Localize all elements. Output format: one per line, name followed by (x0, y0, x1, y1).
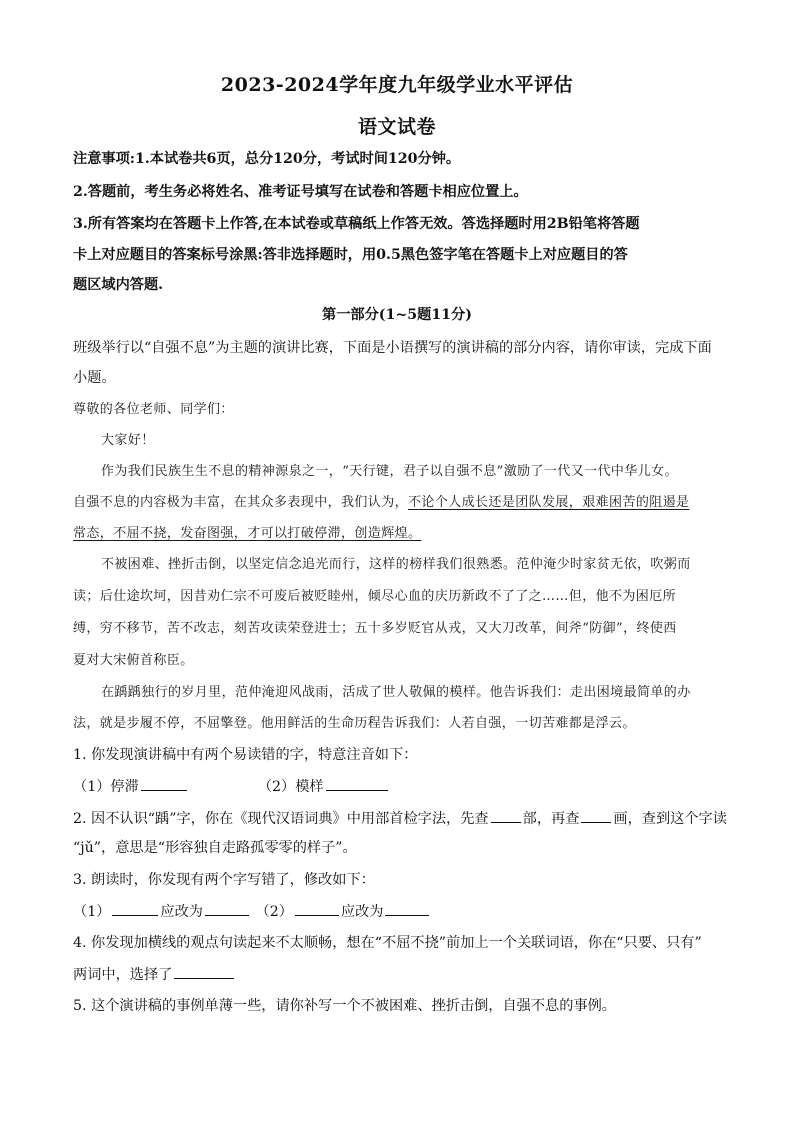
speech-p3-line-1: 在踽踽独行的岁月里，范仲淹迎风战雨，活成了世人敬佩的模样。他告诉我们：走出困境最简单的办 (101, 685, 691, 700)
section-intro-1: 班级举行以“自强不息”为主题的演讲比赛，下面是小语撰写的演讲稿的部分内容，请你审读，完成下面 (73, 340, 712, 356)
exam-title: 2023-2024学年度九年级学业水平评估 (220, 74, 574, 96)
q3-item-1-correct-blank[interactable] (205, 901, 249, 916)
question-1: 1. 你发现演讲稿中有两个易读错的字，特意注音如下： (73, 747, 418, 763)
q2-radical-blank[interactable] (491, 808, 521, 823)
notes-line-2: 2.答题前，考生务必将姓名、准考证号填写在试卷和答题卡相应位置上。 (73, 184, 528, 200)
q2-text-c: 画，查到这个字读 (613, 811, 727, 827)
section-heading: 第一部分(1~5题11分) (322, 307, 472, 323)
question-4-line-1: 4. 你发现加横线的观点句读起来不太顺畅，想在“不屈不挠”前加上一个关联词语，你在“只要、只有” (73, 935, 702, 951)
speech-p1-line-1: 作为我们民族生生不息的精神源泉之一，“天行键，君子以自强不息”激励了一代又一代中华儿女。 (101, 464, 678, 479)
question-1-answers (73, 776, 723, 797)
q1-item-2-label: （2）模样 (257, 779, 324, 795)
q4-answer-blank[interactable] (174, 964, 234, 979)
q2-strokes-blank[interactable] (581, 808, 611, 823)
exam-subtitle: 语文试卷 (357, 116, 436, 138)
q3-item-2-correct-blank[interactable] (385, 901, 429, 916)
notes-line-3: 3.所有答案均在答题卡上作答,在本试卷或草稿纸上作答无效。答选择题时用2B铅笔将答题 (73, 216, 640, 232)
speech-greeting: 尊敬的各位老师、同学们： (73, 402, 234, 417)
notes-line-1: 注意事项:1.本试卷共6页，总分120分，考试时间120分钟。 (73, 151, 461, 167)
speech-p2-line-1: 不被困难、挫折击倒，以坚定信念追光而行，这样的榜样我们很熟悉。范仲淹少时家贫无依，吹粥而 (101, 557, 691, 572)
q3-item-2-change-label: 应改为 (340, 904, 384, 920)
speech-p2-line-2: 读；后仕途坎坷，因昔劝仁宗不可废后被贬睦州，倾尽心血的庆历新政不了了之……但，他不为困厄所 (73, 589, 677, 604)
q3-item-1-change-label: 应改为 (160, 904, 203, 920)
speech-p1-line-2-text: 自强不息的内容极为丰富，在其众多表现中，我们认为， (73, 495, 409, 510)
q3-item-2-label: （2） (255, 904, 293, 920)
question-3-answers (73, 901, 723, 922)
q1-item-1-blank[interactable] (141, 776, 187, 791)
question-5: 5. 这个演讲稿的事例单薄一些，请你补写一个不被困难、挫折击倒，自强不息的事例。 (73, 998, 616, 1014)
notes-line-4: 卡上对应题目的答案标号涂黑:答非选择题时，用0.5黑色签字笔在答题卡上对应题目的答 (73, 247, 628, 263)
question-3: 3. 朗读时，你发现有两个字写错了，修改如下： (73, 872, 375, 888)
speech-p1-line-2 (73, 493, 723, 513)
speech-p3-line-2: 法，就是步履不停，不屈擎登。他用鲜活的生命历程告诉我们：人若自强，一切苦难都是浮云。 (73, 716, 636, 731)
q2-text-b: 部，再查 (522, 811, 580, 827)
q3-item-2-wrong-blank[interactable] (295, 901, 339, 916)
question-2-line-1 (73, 808, 727, 829)
underlined-viewpoint-part-1: 不论个人成长还是团队发展，艰难困苦的阻遏是 (408, 495, 690, 510)
q1-item-1-label: （1）停滞 (73, 779, 139, 795)
section-intro-2: 小题。 (73, 370, 116, 386)
q2-text-a: 2. 因不认识“踽”字，你在《现代汉语词典》中用部首检字法，先查 (73, 811, 489, 827)
q3-item-1-label: （1） (73, 904, 111, 920)
question-2-line-2: “jǔ”，意思是“形容独自走路孤零零的样子”。 (73, 840, 357, 856)
question-4-line-2 (73, 964, 723, 985)
notes-line-5: 题区域内答题. (73, 277, 164, 293)
underlined-viewpoint-part-2: 常态，不屈不挠，发奋图强，才可以打破停滞，创造辉煌。 (73, 526, 422, 541)
q4-text: 两词中，选择了 (73, 967, 173, 983)
q1-item-2-blank[interactable] (326, 776, 388, 791)
q3-item-1-wrong-blank[interactable] (112, 901, 158, 916)
speech-p2-line-4: 夏对大宋俯首称臣。 (73, 653, 194, 668)
speech-p2-line-3: 缚，穷不移节，苦不改志，刻苦攻读荣登进士；五十多岁贬官从戎，又大刀改革，间斧“防御”，终使西 (73, 621, 677, 636)
speech-hello: 大家好！ (101, 433, 155, 448)
